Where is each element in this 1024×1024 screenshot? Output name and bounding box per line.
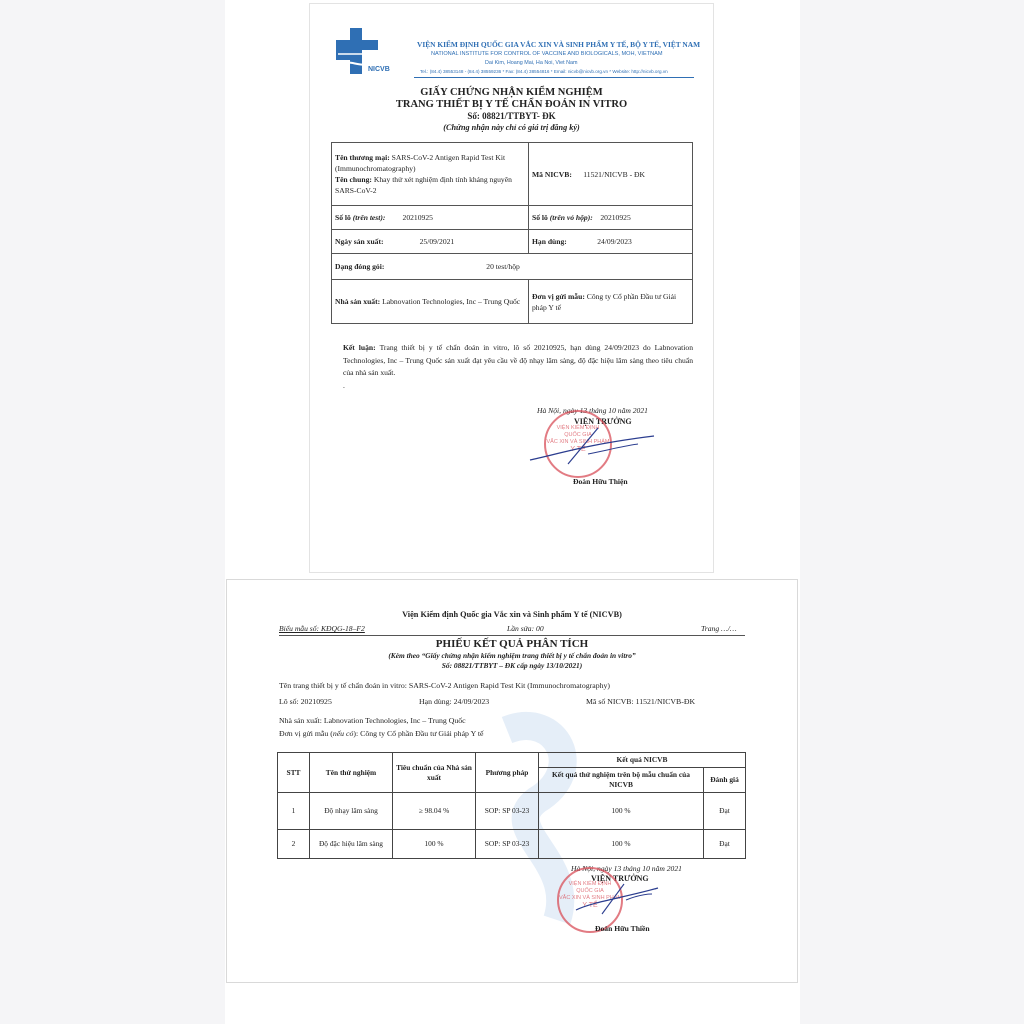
conclusion (343, 342, 693, 392)
mfg-date-label: Ngày sản xuất: (335, 237, 384, 246)
conclusion-label: Kết luận: (343, 343, 376, 352)
cell-standard: ≥ 98.04 % (393, 793, 476, 830)
common-name: Khay thử xét nghiệm định tính kháng nguyên SARS-CoV-2 (335, 175, 512, 195)
manufacturer: Labnovation Technologies, Inc – Trung Quốc (382, 297, 521, 306)
table-row (278, 830, 746, 859)
table-row (332, 254, 693, 280)
signing-date: Hà Nội, ngày 13 tháng 10 năm 2021 (537, 406, 648, 415)
code-line: Mã số NICVB: 11521/NICVB-ĐK (586, 697, 696, 706)
certificate-title: GIẤY CHỨNG NHẬN KIỂM NGHIỆM (420, 87, 603, 98)
nicvb-code-label: Mã NICVB: (532, 169, 572, 179)
mfg-date: 25/09/2021 (419, 237, 455, 246)
certificate-sheet (310, 4, 713, 572)
sender-line-note: nếu có (332, 729, 354, 738)
table-header-row (278, 753, 746, 768)
director-name: Đoàn Hữu Thiện (573, 477, 628, 486)
lot-test-label: Số lô (335, 213, 351, 222)
mfg-date-cell (332, 230, 529, 254)
col-standard: Tiêu chuẩn của Nhà sản xuất (393, 753, 476, 793)
table-row (278, 793, 746, 830)
manufacturer-label: Nhà sản xuất: (335, 297, 381, 306)
sender-label: Đơn vị gửi mẫu: (532, 291, 585, 301)
sender-line-prefix: Đơn vị gửi mẫu ( (279, 729, 333, 738)
lot-test-cell (332, 206, 529, 230)
page-number: Trang …/… (701, 624, 737, 633)
lot-test: 20210925 (402, 213, 433, 222)
cell-method: SOP: SP 03-23 (476, 830, 539, 859)
cell-stt: 1 (278, 793, 310, 830)
report-subtitle-2: Số: 08821/TTBYT – ĐK cấp ngày 13/10/2021) (441, 661, 583, 670)
cell-result: 100 % (539, 793, 704, 830)
cell-result: 100 % (539, 830, 704, 859)
stamp-line: VIỆN KIỂM ĐỊNH (556, 425, 600, 431)
table-row (332, 230, 693, 254)
cell-method: SOP: SP 03-23 (476, 793, 539, 830)
table-row (332, 143, 693, 206)
col-result-group: Kết quả NICVB (539, 753, 746, 768)
col-result: Kết quả thử nghiệm trên bộ mẫu chuẩn của NICVB (539, 768, 704, 793)
header-divider (279, 635, 745, 636)
lot-test-label-note: (trên test): (352, 213, 386, 222)
stamp-line: VẮC XIN VÀ SINH PHẨM (546, 439, 610, 445)
revision: Lần sửa: 00 (507, 624, 544, 633)
cell-standard: 100 % (393, 830, 476, 859)
nicvb-code: 11521/NICVB - ĐK (583, 169, 645, 179)
nicvb-logo (332, 26, 390, 78)
certificate-number: Số: 08821/TTBYT- ĐK (467, 111, 556, 121)
trade-name: SARS-CoV-2 Antigen Rapid Test Kit (Immunochromatography) (335, 153, 506, 173)
report-title: PHIẾU KẾT QUẢ PHÂN TÍCH (435, 638, 589, 650)
conclusion-dot: . (343, 380, 345, 390)
nicvb-code-cell (529, 143, 693, 206)
pack-cell (332, 254, 693, 280)
institute-name-en: NATIONAL INSTITUTE FOR CONTROL OF VACCINE AND BIOLOGICALS, MOH, VIETNAM (431, 51, 663, 57)
stamp-line: VIỆN KIỂM ĐỊNH (568, 881, 612, 887)
cell-assessment: Đạt (704, 830, 746, 859)
signature (572, 880, 662, 920)
certificate-note: (Chứng nhận này chỉ có giá trị đăng ký) (443, 123, 580, 132)
trade-name-label: Tên thương mại: (335, 153, 390, 162)
header-divider (414, 77, 694, 78)
table-row (332, 206, 693, 230)
lot-box-cell (529, 206, 693, 230)
institute-contact: Tel.: (84.4) 38553148 - (84.4) 38559236 * Fax: (84.4) 38554816 * Email: nicvb@nicvb.org.vn * Website: http://nicvb.org.vn (420, 69, 668, 74)
lot-line: Lô số: 20210925 (279, 697, 332, 706)
signing-date: Hà Nội, ngày 13 tháng 10 năm 2021 (571, 864, 682, 873)
exp-line: Hạn dùng: 24/09/2023 (419, 697, 490, 706)
results-table (277, 752, 746, 859)
exp-date: 24/09/2023 (597, 237, 632, 246)
logo-text: NICVB (368, 66, 390, 73)
stamp-line: QUỐC GIA (564, 432, 592, 438)
report-subtitle-1: (Kèm theo “Giấy chứng nhận kiểm nghiệm trang thiết bị y tế chẩn đoán in vitro” (388, 651, 636, 660)
sender-line-value: ): Công ty Cổ phần Đầu tư Giải pháp Y tế (353, 729, 484, 738)
certificate-subtitle: TRANG THIẾT BỊ Y TẾ CHẨN ĐOÁN IN VITRO (395, 99, 628, 110)
col-method: Phương pháp (476, 753, 539, 793)
director-name: Đoàn Hữu Thiền (595, 924, 650, 933)
cell-assessment: Đạt (704, 793, 746, 830)
director-title: VIỆN TRƯỞNG (574, 417, 632, 426)
pack: 20 test/hộp (486, 262, 520, 271)
stamp-line: QUỐC GIA (576, 888, 604, 894)
manufacturer-cell (332, 280, 529, 324)
lot-box-label: Số lô (532, 213, 548, 222)
lot-box: 20210925 (600, 213, 631, 222)
col-stt: STT (278, 753, 310, 793)
cell-test: Độ đặc hiệu lâm sàng (310, 830, 393, 859)
device-line: Tên trang thiết bị y tế chẩn đoán in vitro: SARS-CoV-2 Antigen Rapid Test Kit (Immunochromatography) (279, 681, 610, 690)
stamp-line: VẮC XIN VÀ SINH PHẨM (559, 895, 622, 901)
product-names-cell (332, 143, 529, 206)
exp-date-label: Hạn dùng: (532, 237, 567, 246)
cell-test: Độ nhạy lâm sàng (310, 793, 393, 830)
conclusion-text: Trang thiết bị y tế chẩn đoán in vitro, lô số 20210925, hạn dùng 24/09/2023 do Labnovation Technologies, Inc – Trung Quốc sản xuất đạt yêu cầu về độ nhạy lâm sàng, độ đặc hiệu lâm sàng theo tiêu chuẩn của nhà sản xuất. (343, 343, 693, 378)
institute-address: Dai Kim, Hoang Mai, Ha Noi, Viet Nam (485, 60, 578, 66)
report-organization: Viện Kiểm định Quốc gia Vắc xin và Sinh phẩm Y tế (NICVB) (402, 610, 622, 619)
sender: Công ty Cổ phần Đầu tư Giải pháp Y tế (532, 291, 677, 312)
cell-stt: 2 (278, 830, 310, 859)
manufacturer-line: Nhà sản xuất: Labnovation Technologies, Inc – Trung Quốc (279, 716, 466, 725)
stamp-line: Y TẾ (582, 902, 598, 909)
stamp-line: Y TẾ (570, 446, 586, 453)
common-name-label: Tên chung: (335, 175, 372, 184)
director-title: VIỆN TRƯỞNG (591, 874, 649, 883)
analysis-report-sheet (227, 580, 797, 982)
certificate-info-table (331, 142, 693, 324)
col-assessment: Đánh giá (704, 768, 746, 793)
lot-box-label-note: (trên vỏ hộp): (549, 213, 593, 222)
institute-name-vi: VIỆN KIỂM ĐỊNH QUỐC GIA VẮC XIN VÀ SINH PHẨM Y TẾ, BỘ Y TẾ, VIỆT NAM (417, 40, 701, 49)
signature (528, 424, 658, 474)
sender-line (279, 729, 484, 738)
pack-label: Dạng đóng gói: (335, 262, 385, 271)
col-test: Tên thử nghiệm (310, 753, 393, 793)
sender-cell (529, 280, 693, 324)
table-row (332, 280, 693, 324)
exp-date-cell (529, 230, 693, 254)
form-number: Biểu mẫu số: KĐQG-18–F2 (279, 624, 365, 633)
